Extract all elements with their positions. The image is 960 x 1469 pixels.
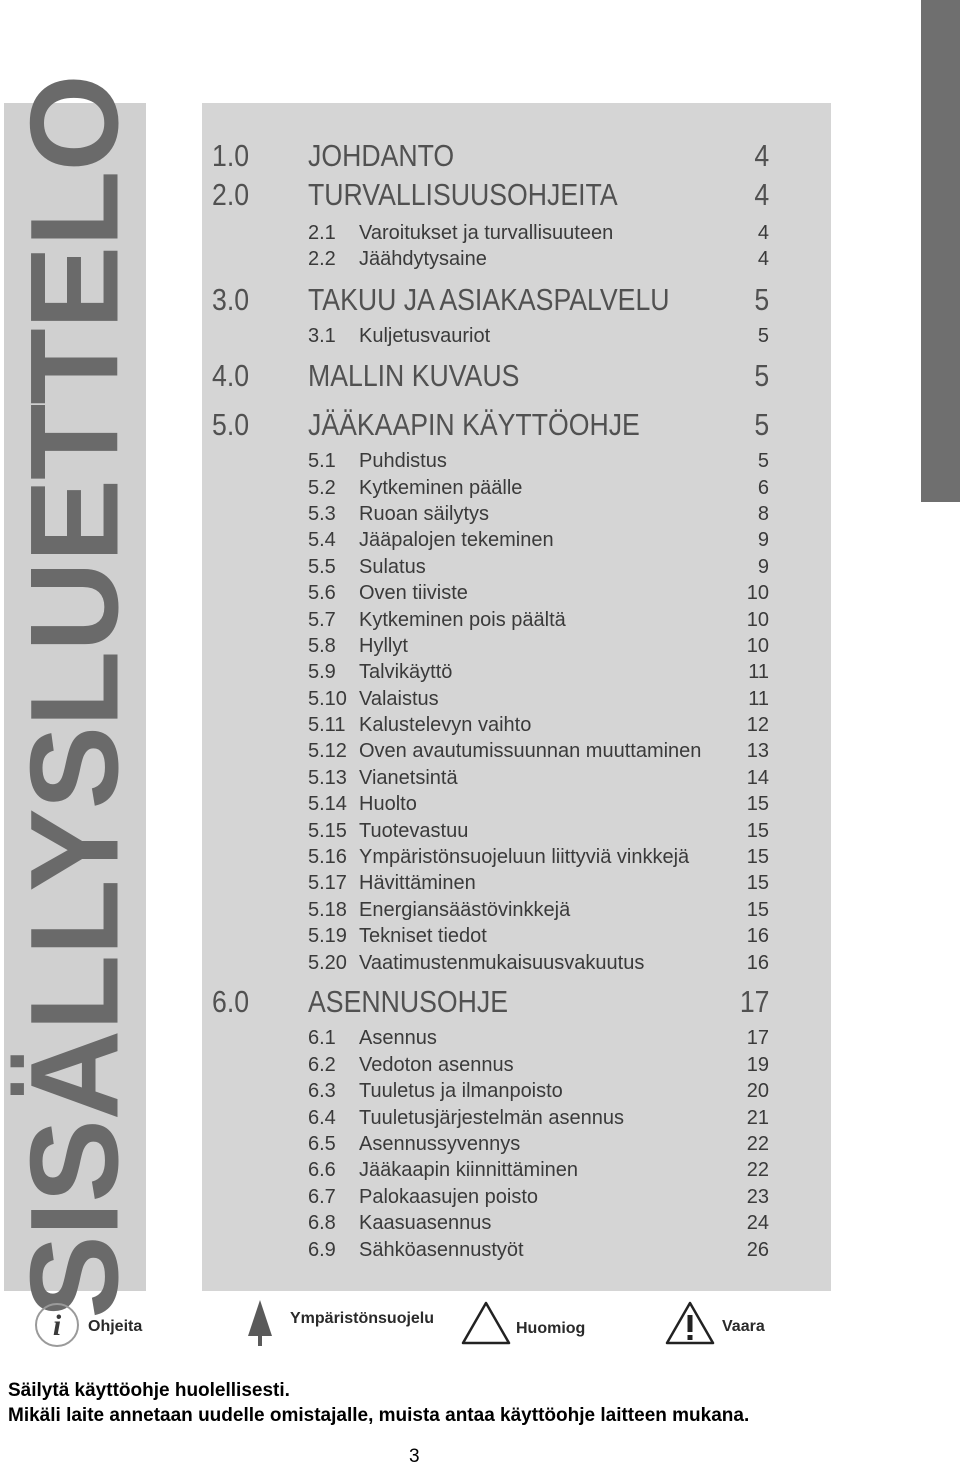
toc-num: 6.0 bbox=[212, 984, 250, 1019]
toc-num: 5.5 bbox=[308, 556, 336, 578]
toc-page: 11 bbox=[748, 661, 769, 683]
toc-page: 23 bbox=[746, 1186, 769, 1208]
toc-label: Oven avautumissuunnan muuttaminen bbox=[359, 740, 702, 762]
toc-num: 5.18 bbox=[308, 899, 347, 921]
toc-page: 6 bbox=[757, 477, 769, 499]
toc-label: Hyllyt bbox=[359, 635, 408, 657]
toc-page: 15 bbox=[746, 820, 769, 842]
symbol-legend bbox=[0, 1296, 960, 1356]
toc-label: Oven tiiviste bbox=[359, 582, 468, 604]
toc-label: Huolto bbox=[359, 793, 417, 815]
toc-num: 5.19 bbox=[308, 925, 347, 947]
warning-icon bbox=[664, 1300, 716, 1351]
toc-num: 6.2 bbox=[308, 1054, 336, 1076]
toc-page: 5 bbox=[754, 407, 769, 442]
legend-label-environment: Ympäristönsuojelu bbox=[290, 1310, 435, 1327]
toc-label: TAKUU JA ASIAKASPALVELU bbox=[308, 282, 670, 317]
toc-label: Talvikäyttö bbox=[359, 661, 453, 683]
toc-page: 9 bbox=[757, 556, 769, 578]
toc-num: 1.0 bbox=[212, 138, 250, 173]
toc-page: 15 bbox=[746, 793, 769, 815]
legend-label-danger: Vaara bbox=[722, 1318, 765, 1335]
toc-num: 6.4 bbox=[308, 1107, 336, 1129]
toc-page: 24 bbox=[746, 1212, 769, 1234]
toc-label: ASENNUSOHJE bbox=[308, 984, 508, 1019]
table-of-contents bbox=[202, 103, 831, 1291]
toc-label: JÄÄKAAPIN KÄYTTÖOHJE bbox=[308, 407, 640, 442]
tree-icon bbox=[246, 1298, 274, 1353]
toc-label: JOHDANTO bbox=[308, 138, 455, 173]
toc-page: 5 bbox=[754, 282, 769, 317]
toc-num: 5.10 bbox=[308, 688, 347, 710]
toc-num: 3.1 bbox=[308, 325, 336, 347]
toc-page: 19 bbox=[746, 1054, 769, 1076]
toc-page: 4 bbox=[757, 248, 769, 270]
toc-num: 5.3 bbox=[308, 503, 336, 525]
toc-label: Kytkeminen päälle bbox=[359, 477, 523, 499]
svg-text:i: i bbox=[52, 1309, 62, 1342]
toc-page: 4 bbox=[754, 177, 769, 212]
toc-page: 10 bbox=[746, 609, 769, 631]
toc-label: Jääpalojen tekeminen bbox=[359, 529, 554, 551]
toc-page: 8 bbox=[757, 503, 769, 525]
toc-label: Ympäristönsuojeluun liittyviä vinkkejä bbox=[359, 846, 690, 868]
toc-num: 2.0 bbox=[212, 177, 250, 212]
toc-label: Asennussyvennys bbox=[359, 1133, 521, 1155]
toc-label: Sähköasennustyöt bbox=[359, 1239, 524, 1261]
toc-label: Varoitukset ja turvallisuuteen bbox=[359, 222, 614, 244]
toc-page: 16 bbox=[746, 925, 769, 947]
toc-label: Valaistus bbox=[359, 688, 439, 710]
toc-page: 22 bbox=[746, 1133, 769, 1155]
toc-num: 6.1 bbox=[308, 1027, 336, 1049]
toc-page: 12 bbox=[746, 714, 769, 736]
toc-page: 5 bbox=[757, 450, 769, 472]
toc-label: MALLIN KUVAUS bbox=[308, 358, 520, 393]
toc-num: 6.6 bbox=[308, 1159, 336, 1181]
toc-label: Kaasuasennus bbox=[359, 1212, 492, 1234]
side-title: SISÄLLYSLUETTELO bbox=[5, 75, 145, 1319]
toc-label: Jääkaapin kiinnittäminen bbox=[359, 1159, 579, 1181]
toc-label: Hävittäminen bbox=[359, 872, 476, 894]
toc-num: 5.17 bbox=[308, 872, 347, 894]
toc-num: 5.9 bbox=[308, 661, 336, 683]
toc-num: 5.14 bbox=[308, 793, 347, 815]
toc-label: Vianetsintä bbox=[359, 767, 458, 789]
toc-num: 5.8 bbox=[308, 635, 336, 657]
toc-label: Kalustelevyn vaihto bbox=[359, 714, 532, 736]
toc-label: Tuuletus ja ilmanpoisto bbox=[359, 1080, 563, 1102]
toc-label: Tekniset tiedot bbox=[359, 925, 487, 947]
toc-label: Vedoton asennus bbox=[359, 1054, 514, 1076]
toc-label: Jäähdytysaine bbox=[359, 248, 487, 270]
toc-page: 15 bbox=[746, 872, 769, 894]
toc-page: 15 bbox=[746, 846, 769, 868]
toc-num: 5.2 bbox=[308, 477, 336, 499]
toc-num: 4.0 bbox=[212, 358, 250, 393]
toc-label: Sulatus bbox=[359, 556, 426, 578]
page-number: 3 bbox=[409, 1446, 420, 1467]
toc-page: 20 bbox=[746, 1080, 769, 1102]
toc-label: Puhdistus bbox=[359, 450, 447, 472]
toc-num: 5.15 bbox=[308, 820, 347, 842]
toc-label: TURVALLISUUSOHJEITA bbox=[308, 177, 618, 212]
toc-num: 5.7 bbox=[308, 609, 336, 631]
toc-label: Asennus bbox=[359, 1027, 437, 1049]
toc-label: Kuljetusvauriot bbox=[359, 325, 491, 347]
toc-num: 6.9 bbox=[308, 1239, 336, 1261]
toc-page: 16 bbox=[746, 952, 769, 974]
footer-line-2: Mikäli laite annetaan uudelle omistajalle, muista antaa käyttöohje laitteen mukana. bbox=[8, 1405, 750, 1426]
toc-num: 5.12 bbox=[308, 740, 347, 762]
toc-num: 5.16 bbox=[308, 846, 347, 868]
toc-num: 6.3 bbox=[308, 1080, 336, 1102]
toc-page: 21 bbox=[746, 1107, 769, 1129]
toc-num: 5.1 bbox=[308, 450, 336, 472]
toc-label: Vaatimustenmukaisuusvakuutus bbox=[359, 952, 645, 974]
toc-page: 4 bbox=[754, 138, 769, 173]
toc-page: 13 bbox=[746, 740, 769, 762]
toc-num: 2.1 bbox=[308, 222, 336, 244]
toc-label: Ruoan säilytys bbox=[359, 503, 490, 525]
section-tab bbox=[921, 0, 960, 502]
toc-page: 5 bbox=[754, 358, 769, 393]
toc-num: 6.5 bbox=[308, 1133, 336, 1155]
toc-label: Palokaasujen poisto bbox=[359, 1186, 539, 1208]
toc-page: 15 bbox=[746, 899, 769, 921]
toc-page: 26 bbox=[746, 1239, 769, 1261]
legend-label-caution: Huomiog bbox=[516, 1320, 586, 1337]
toc-label: Kytkeminen pois päältä bbox=[359, 609, 566, 631]
legend-label-info: Ohjeita bbox=[88, 1318, 143, 1335]
toc-page: 10 bbox=[746, 582, 769, 604]
toc-page: 4 bbox=[757, 222, 769, 244]
triangle-icon bbox=[460, 1300, 512, 1351]
toc-num: 5.20 bbox=[308, 952, 347, 974]
toc-num: 3.0 bbox=[212, 282, 250, 317]
info-icon bbox=[34, 1302, 80, 1353]
toc-page: 17 bbox=[746, 1027, 769, 1049]
toc-num: 6.7 bbox=[308, 1186, 336, 1208]
toc-num: 5.4 bbox=[308, 529, 336, 551]
toc-num: 5.6 bbox=[308, 582, 336, 604]
toc-label: Energiansäästövinkkejä bbox=[359, 899, 571, 921]
toc-num: 5.0 bbox=[212, 407, 250, 442]
toc-page: 22 bbox=[746, 1159, 769, 1181]
toc-label: Tuotevastuu bbox=[359, 820, 469, 842]
toc-page: 11 bbox=[748, 688, 769, 710]
toc-num: 6.8 bbox=[308, 1212, 336, 1234]
toc-page: 10 bbox=[746, 635, 769, 657]
toc-page: 9 bbox=[757, 529, 769, 551]
toc-page: 14 bbox=[746, 767, 769, 789]
toc-num: 2.2 bbox=[308, 248, 336, 270]
toc-num: 5.13 bbox=[308, 767, 347, 789]
toc-num: 5.11 bbox=[308, 714, 346, 736]
footer-line-1: Säilytä käyttöohje huolellisesti. bbox=[8, 1380, 290, 1401]
toc-page: 17 bbox=[739, 984, 769, 1019]
toc-label: Tuuletusjärjestelmän asennus bbox=[359, 1107, 624, 1129]
toc-page: 5 bbox=[757, 325, 769, 347]
